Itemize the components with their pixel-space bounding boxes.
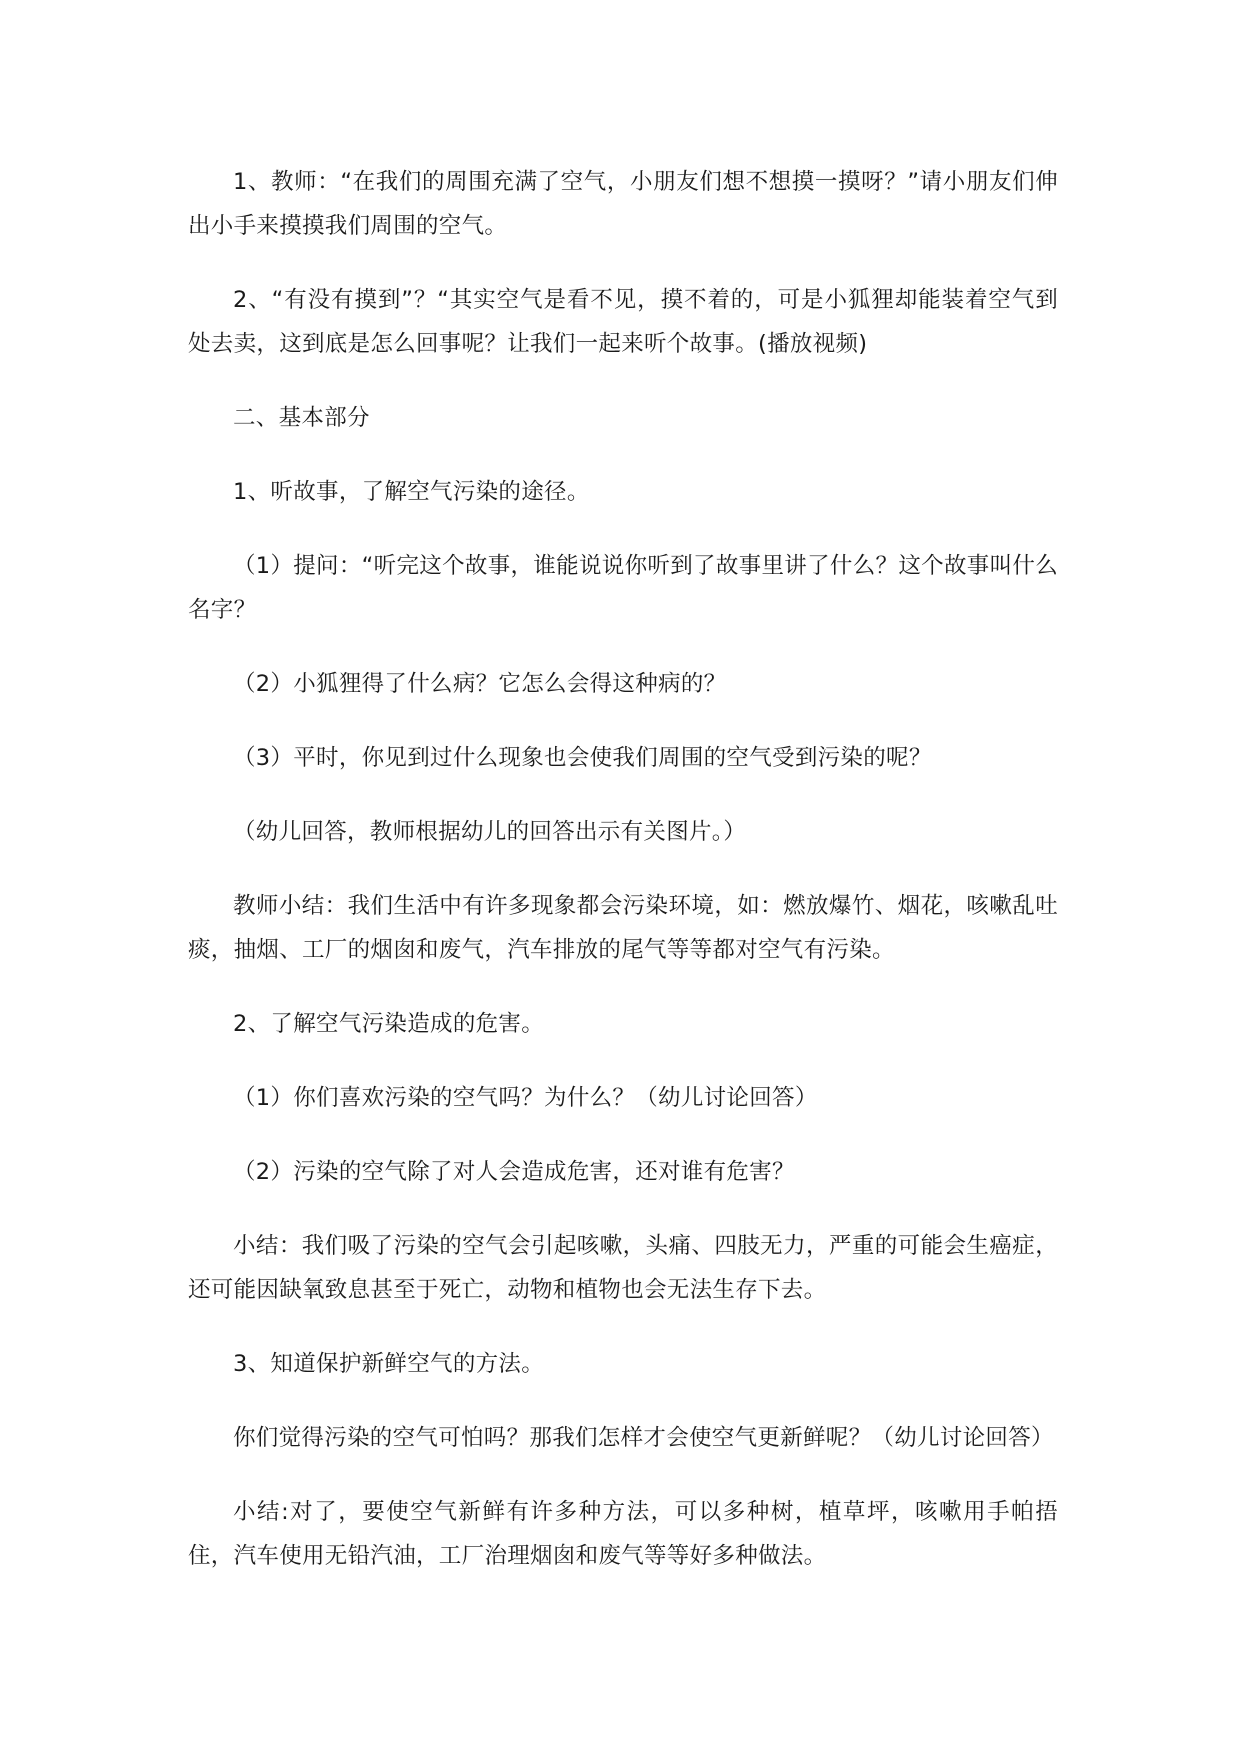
section-heading-basic: 二、基本部分 [233,405,370,431]
paragraph-protect-question: 你们觉得污染的空气可怕吗？那我们怎样才会使空气更新鲜呢？（幼儿讨论回答） [233,1425,1054,1451]
paragraph-harm-question-2: （2）污染的空气除了对人会造成危害，还对谁有危害？ [233,1159,795,1185]
paragraph-harm-question-1: （1）你们喜欢污染的空气吗？为什么？（幼儿讨论回答） [233,1085,818,1111]
paragraph-question-2: （2）小狐狸得了什么病？它怎么会得这种病的？ [233,671,727,697]
paragraph-intro-1: 1、教师：“在我们的周围充满了空气，小朋友们想不想摸一摸呀？”请小朋友们伸出小手来摸摸我们周围的空气。 [188,169,1058,239]
paragraph-step-1: 1、听故事，了解空气污染的途径。 [233,479,590,505]
paragraph-question-1: （1）提问：“听完这个故事，谁能说说你听到了故事里讲了什么？这个故事叫什么名字？ [188,553,1058,623]
document-body [188,160,1058,1608]
paragraph-harm-summary: 小结：我们吸了污染的空气会引起咳嗽，头痛、四肢无力，严重的可能会生癌症，还可能因缺氧致息甚至于死亡，动物和植物也会无法生存下去。 [188,1233,1058,1303]
paragraph-teacher-summary: 教师小结：我们生活中有许多现象都会污染环境，如：燃放爆竹、烟花，咳嗽乱吐痰，抽烟、工厂的烟囱和废气，汽车排放的尾气等等都对空气有污染。 [188,893,1058,963]
paragraph-question-3: （3）平时，你见到过什么现象也会使我们周围的空气受到污染的呢？ [233,745,932,771]
paragraph-protect-summary: 小结:对了，要使空气新鲜有许多种方法，可以多种树，植草坪，咳嗽用手帕捂住，汽车使用无铅汽油，工厂治理烟囱和废气等等好多种做法。 [188,1499,1058,1569]
paragraph-children-answer: （幼儿回答，教师根据幼儿的回答出示有关图片。） [233,819,747,845]
paragraph-step-2: 2、了解空气污染造成的危害。 [233,1011,545,1037]
paragraph-step-3: 3、知道保护新鲜空气的方法。 [233,1351,545,1377]
paragraph-intro-2: 2、“有没有摸到”？“其实空气是看不见，摸不着的，可是小狐狸却能装着空气到处去卖，这到底是怎么回事呢？让我们一起来听个故事。(播放视频) [188,287,1058,357]
